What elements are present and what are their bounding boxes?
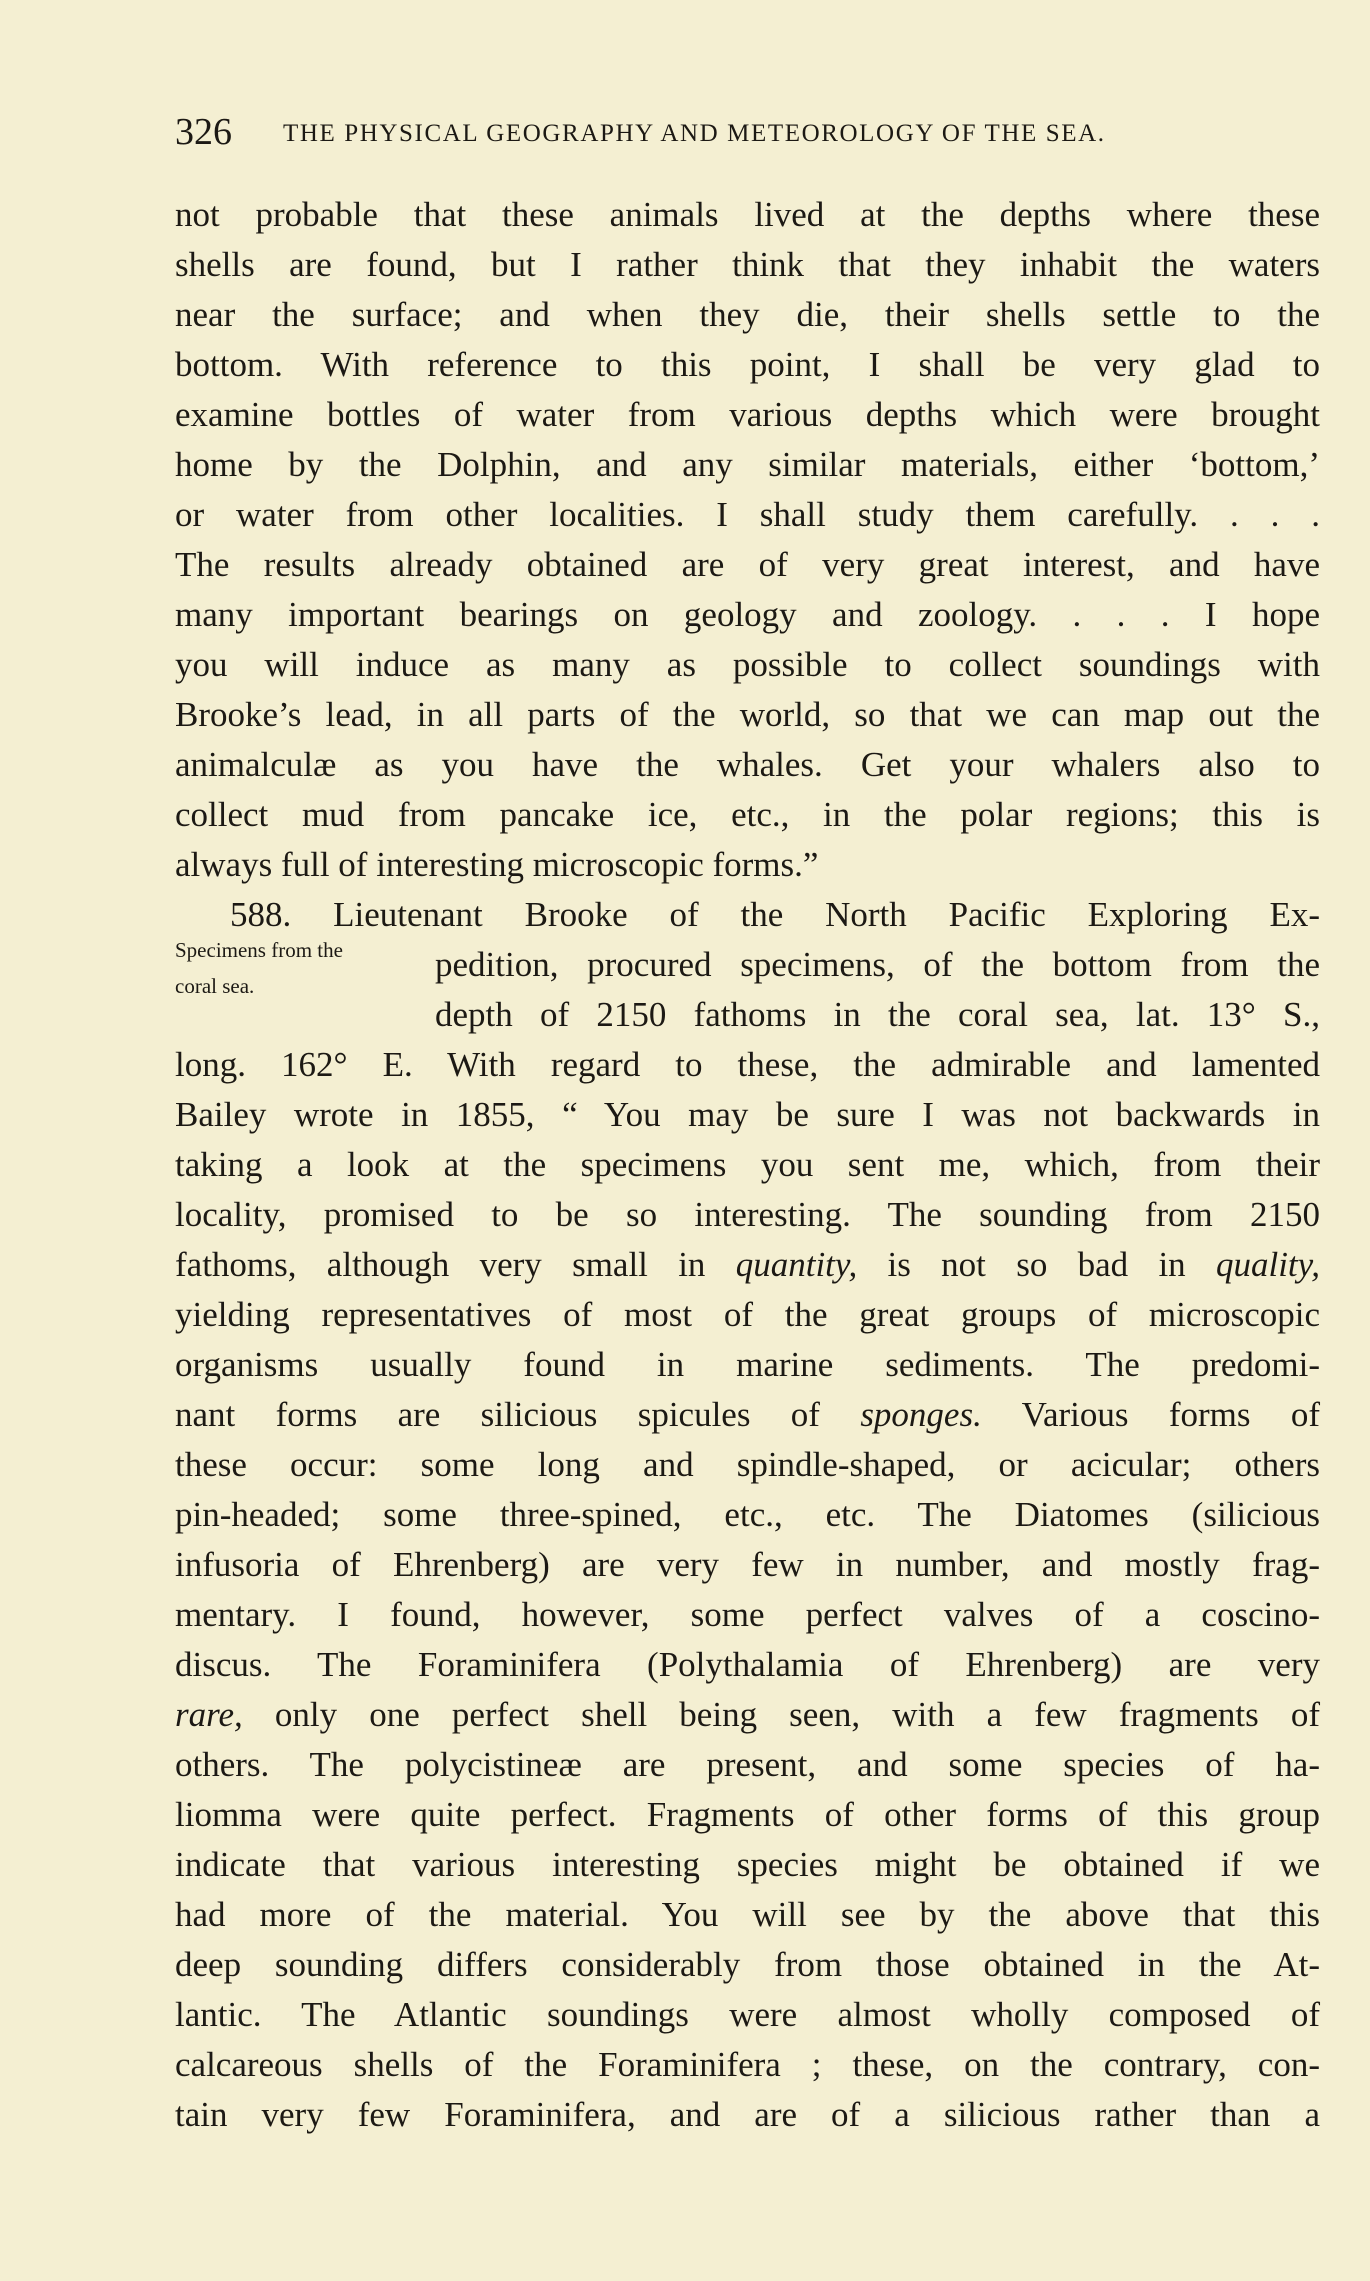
text-line: fathoms, although very small in quantity, is not so bad in quality, [175,1245,1321,1284]
italic-rare: rare, [175,1695,243,1734]
text-line: lantic. The Atlantic soundings were almost wholly composed of [175,1995,1320,2034]
text-line: you will induce as many as possible to collect soundings with [175,645,1320,684]
text-line: collect mud from pancake ice, etc., in the polar regions; this is [175,795,1320,834]
text-line: animalculæ as you have the whales. Get your whalers also to [175,745,1320,784]
text-line: home by the Dolphin, and any similar materials, either ‘bottom,’ [175,445,1320,484]
text-line: long. 162° E. With regard to these, the admirable and lamented [175,1045,1320,1084]
page-number: 326 [175,111,232,153]
text-line: discus. The Foraminifera (Polythalamia of Ehrenberg) are very [175,1645,1320,1684]
text-line: yielding representatives of most of the great groups of microscopic [175,1295,1320,1334]
text-line: mentary. I found, however, some perfect valves of a coscino- [175,1595,1320,1634]
text-line: bottom. With reference to this point, I shall be very glad to [175,345,1320,384]
text-line: liomma were quite perfect. Fragments of other forms of this group [175,1795,1320,1834]
text-line: taking a look at the specimens you sent me, which, from their [175,1145,1320,1184]
text-line: Bailey wrote in 1855, “ You may be sure I was not backwards in [175,1095,1320,1134]
text-line: others. The polycistineæ are present, and some species of ha- [175,1745,1320,1784]
text-line: nant forms are silicious spicules of sponges. Various forms of [175,1395,1320,1434]
sidenote-line: Specimens from the [175,938,343,962]
text-line: rare, only one perfect shell being seen, with a few fragments of [175,1695,1321,1734]
text-line: locality, promised to be so interesting. The sounding from 2150 [175,1195,1320,1234]
text-line: had more of the material. You will see by the above that this [175,1895,1320,1934]
text-line: Brooke’s lead, in all parts of the world, so that we can map out the [175,695,1320,734]
text-line: tain very few Foraminifera, and are of a silicious rather than a [175,2095,1320,2134]
text-line: deep sounding differs considerably from those obtained in the At- [175,1945,1320,1984]
text-line: pin-headed; some three-spined, etc., etc. The Diatomes (silicious [175,1495,1320,1534]
running-title: THE PHYSICAL GEOGRAPHY AND METEOROLOGY OF THE SEA. [283,120,1106,147]
paragraph-588-start: 588. Lieutenant Brooke of the North Pacific Exploring Ex- [230,895,1320,934]
text-line: depth of 2150 fathoms in the coral sea, lat. 13° S., [435,995,1320,1034]
text-line: not probable that these animals lived at the depths where these [175,195,1320,234]
text-line: calcareous shells of the Foraminifera ; these, on the contrary, con- [175,2045,1320,2084]
text-line: or water from other localities. I shall study them carefully. . . . [175,495,1320,534]
text-line: many important bearings on geology and zoology. . . . I hope [175,595,1320,634]
italic-quantity: quantity, [735,1245,858,1284]
text-line: always full of interesting microscopic forms.” [175,845,819,884]
text-line: shells are found, but I rather think that they inhabit the waters [175,245,1320,284]
sidenote-line: coral sea. [175,974,255,998]
text-line: indicate that various interesting species might be obtained if we [175,1845,1320,1884]
text-line: organisms usually found in marine sediments. The predomi- [175,1345,1320,1384]
text-line: these occur: some long and spindle-shaped, or acicular; others [175,1445,1320,1484]
text-line: near the surface; and when they die, their shells settle to the [175,295,1320,334]
page-header [175,108,1255,156]
italic-sponges: sponges. [860,1395,982,1434]
text-line: The results already obtained are of very great interest, and have [175,545,1320,584]
text-line: examine bottles of water from various depths which were brought [175,395,1320,434]
italic-quality: quality, [1215,1245,1321,1284]
text-line: infusoria of Ehrenberg) are very few in number, and mostly frag- [175,1545,1320,1584]
text-line: pedition, procured specimens, of the bottom from the [435,945,1320,984]
